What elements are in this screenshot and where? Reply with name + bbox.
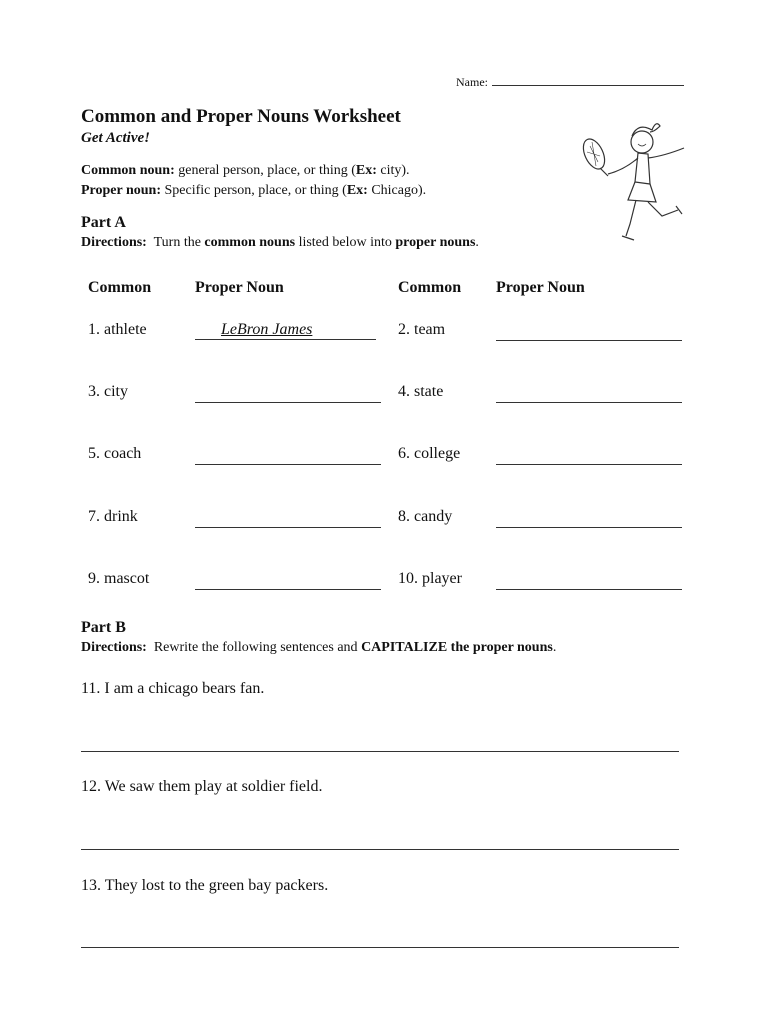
item-state: 4. state: [398, 383, 444, 400]
proper-noun-definition: [81, 183, 426, 199]
part-a-directions-bold-2: proper nouns: [395, 235, 476, 250]
common-noun-ex-label: Ex:: [355, 163, 377, 178]
name-field[interactable]: [456, 74, 684, 90]
answer-blank-10[interactable]: [496, 588, 682, 590]
part-b-directions: [81, 640, 556, 656]
answer-blank-4[interactable]: [496, 401, 682, 403]
part-a-directions-mid: listed below into: [295, 235, 396, 250]
header-proper-noun-2: Proper Noun: [496, 279, 585, 296]
answer-blank-9[interactable]: [195, 588, 381, 590]
part-b-title: Part B: [81, 619, 126, 636]
proper-noun-text: Specific person, place, or thing (: [161, 183, 347, 198]
answer-blank-3[interactable]: [195, 401, 381, 403]
answer-blank-6[interactable]: [496, 463, 682, 465]
sentence-13: 13. They lost to the green bay packers.: [81, 877, 329, 894]
sentence-12: 12. We saw them play at soldier field.: [81, 778, 323, 795]
name-label: Name:: [456, 75, 488, 89]
part-b-directions-pre: Rewrite the following sentences and: [146, 640, 362, 655]
header-proper-noun-1: Proper Noun: [195, 279, 284, 296]
common-noun-definition: [81, 163, 410, 179]
answer-blank-8[interactable]: [496, 526, 682, 528]
item-player: 10. player: [398, 570, 462, 587]
header-common-2: Common: [398, 279, 462, 296]
proper-noun-ex-label: Ex:: [346, 183, 368, 198]
item-athlete: 1. athlete: [88, 321, 147, 338]
answer-blank-7[interactable]: [195, 526, 381, 528]
item-coach: 5. coach: [88, 445, 142, 462]
name-blank-line[interactable]: [492, 74, 684, 86]
item-college: 6. college: [398, 445, 461, 462]
item-city: 3. city: [88, 383, 128, 400]
proper-noun-ex-text: Chicago).: [367, 183, 427, 198]
common-noun-term: Common noun:: [81, 163, 175, 178]
common-noun-ex-text: city).: [376, 163, 410, 178]
answer-blank-2[interactable]: [496, 339, 682, 341]
item-drink: 7. drink: [88, 508, 138, 525]
answer-line-11[interactable]: [81, 750, 679, 752]
example-answer: LeBron James: [221, 321, 313, 338]
part-a-directions-label: Directions:: [81, 235, 147, 250]
girl-with-tennis-racket-illustration: [580, 112, 695, 250]
sentence-11: 11. I am a chicago bears fan.: [81, 680, 265, 697]
part-a-directions: [81, 235, 479, 251]
item-team: 2. team: [398, 321, 446, 338]
item-candy: 8. candy: [398, 508, 453, 525]
worksheet-subtitle: Get Active!: [81, 130, 151, 146]
part-a-title: Part A: [81, 214, 126, 231]
item-mascot: 9. mascot: [88, 570, 150, 587]
part-a-directions-pre: Turn the: [146, 235, 205, 250]
proper-noun-term: Proper noun:: [81, 183, 161, 198]
answer-blank-5[interactable]: [195, 463, 381, 465]
answer-line-13[interactable]: [81, 946, 679, 948]
common-noun-text: general person, place, or thing (: [174, 163, 356, 178]
part-a-directions-bold-1: common nouns: [204, 235, 296, 250]
part-b-directions-post: .: [552, 640, 557, 655]
part-b-directions-bold: CAPITALIZE the proper nouns: [361, 640, 553, 655]
answer-line-12[interactable]: [81, 848, 679, 850]
header-common-1: Common: [88, 279, 152, 296]
part-a-directions-post: .: [475, 235, 479, 250]
worksheet-title: Common and Proper Nouns Worksheet: [81, 106, 401, 127]
part-b-directions-label: Directions:: [81, 640, 147, 655]
